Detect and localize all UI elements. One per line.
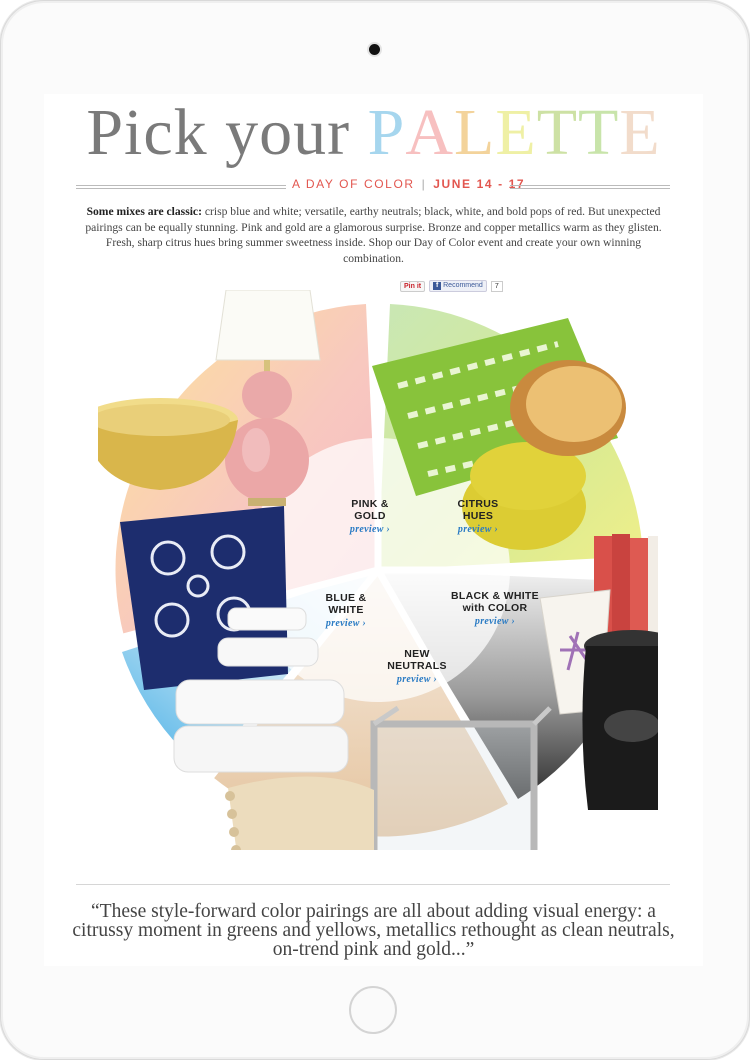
glass-cube-image[interactable] [374, 708, 550, 850]
quote-divider [76, 884, 670, 885]
citrus-line2: HUES [462, 510, 494, 522]
camera-icon [369, 44, 380, 55]
event-name: A DAY OF COLOR [292, 177, 415, 191]
preview-link-black-white[interactable]: preview › [474, 616, 516, 627]
event-banner [292, 177, 526, 191]
citrus-line1: CITRUS [457, 498, 499, 510]
pull-quote: “These style-forward color pairings are all about adding visual energy: a citrussy moment in greens and yellows, metallics rethought as clean neutrals, on-trend pink and gold...” [72, 901, 675, 960]
color-wheel-graphic [98, 290, 658, 850]
color-wheel [98, 290, 658, 850]
bw-line1: BLACK & WHITE [451, 590, 539, 602]
event-dates: JUNE 14 - 17 [433, 177, 526, 191]
blue-line2: WHITE [328, 604, 364, 616]
recommend-label: Recommend [443, 282, 483, 289]
preview-link-blue-white[interactable]: preview › [325, 618, 367, 629]
home-button[interactable] [349, 986, 397, 1034]
palette-letter: P [367, 96, 406, 169]
palette-letter: L [454, 96, 496, 169]
page-screen [44, 94, 703, 966]
divider-left [76, 185, 286, 186]
label-new-neutrals[interactable] [374, 648, 460, 686]
palette-letter: E [495, 96, 537, 169]
bw-line2: with COLOR [462, 602, 528, 614]
preview-link-citrus[interactable]: preview › [457, 524, 499, 535]
preview-link-neutrals[interactable]: preview › [396, 674, 438, 685]
preview-link-pink-gold[interactable]: preview › [349, 524, 391, 535]
blue-line1: BLUE & [325, 592, 367, 604]
title-main: Pick your [86, 96, 351, 169]
cream-throw-image[interactable] [225, 776, 374, 850]
intro-lead: Some mixes are classic: [86, 205, 202, 218]
label-black-white[interactable] [440, 590, 550, 628]
palette-letter: E [619, 96, 661, 169]
black-stool-image[interactable] [582, 630, 658, 810]
palette-letter: T [578, 96, 620, 169]
neutrals-line2: NEUTRALS [387, 660, 447, 672]
pink-gold-line2: GOLD [354, 510, 386, 522]
palette-letter: A [405, 96, 455, 169]
label-blue-white[interactable] [314, 592, 378, 630]
divider-right [510, 185, 670, 186]
neutrals-line1: NEW [404, 648, 430, 660]
event-separator: | [416, 177, 432, 191]
recommend-count: 7 [491, 281, 503, 292]
palette-letter: T [536, 96, 579, 169]
label-pink-gold[interactable] [334, 498, 406, 536]
intro-body: crisp blue and white; versatile, earthy neutrals; black, white, and bold pops of red. But unexpected pairings can be equally stunning. Pink and gold are a glamorous surprise. Bronze and copper metallics warm as they glisten. Fresh, sharp citrus hues bring summer sweetness inside. Shop our Day of Color event and create your own winning combination. [85, 205, 662, 265]
intro-paragraph [80, 204, 667, 266]
page-title [44, 98, 703, 168]
pin-it-button[interactable]: Pin it [400, 281, 425, 292]
title-accent [368, 96, 661, 169]
label-citrus-hues[interactable] [442, 498, 514, 536]
facebook-icon: f [433, 282, 441, 290]
pink-gold-line1: PINK & [351, 498, 389, 510]
